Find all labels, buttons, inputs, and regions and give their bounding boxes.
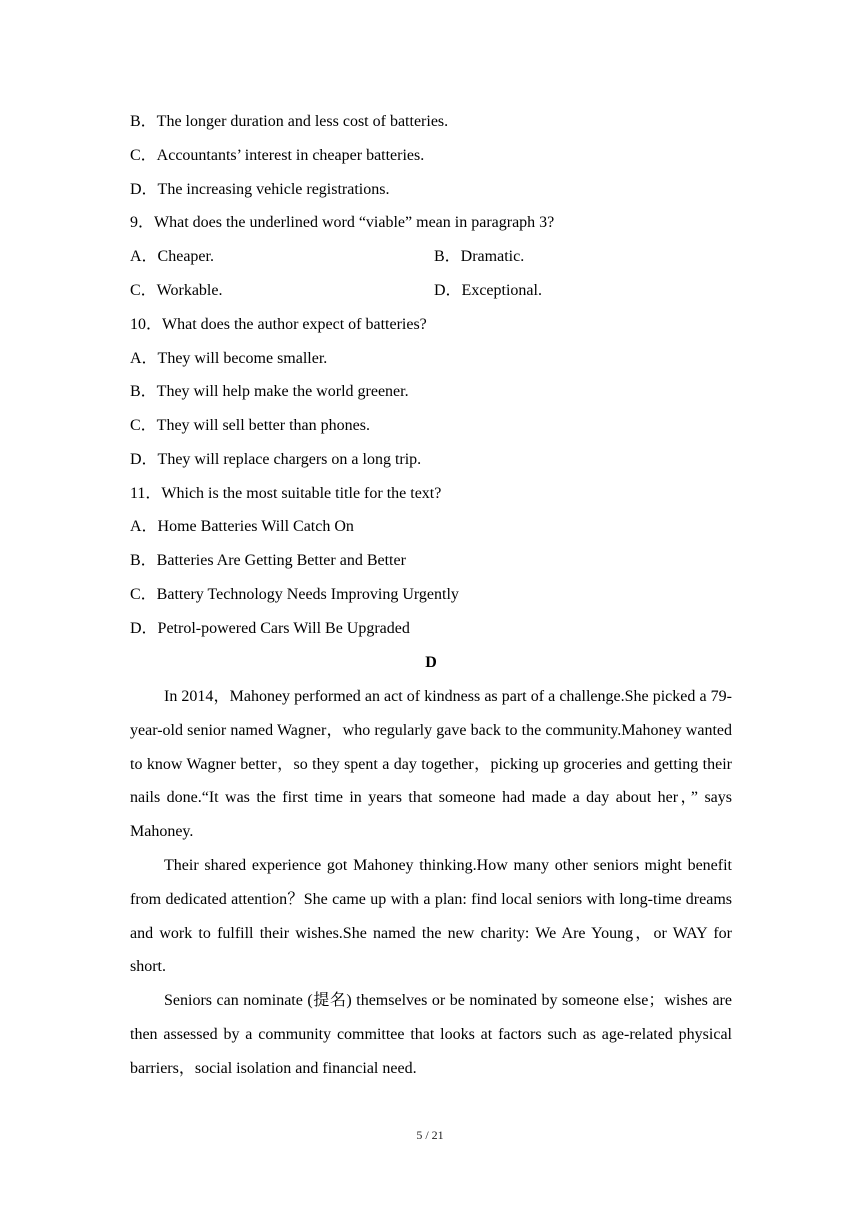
passage-paragraph-3: Seniors can nominate (提名) themselves or be nominated by someone else；wishes are then assessed by a community committee that looks at factors such as age-related physical barriers，social isolation and financial need. [130,992,732,1077]
q10-option-a: A．They will become smaller. [130,350,328,367]
q11-option-a: A．Home Batteries Will Catch On [130,518,354,535]
q10-option-c: C．They will sell better than phones. [130,417,370,434]
q9-stem: 9．What does the underlined word “viable” mean in paragraph 3? [130,214,555,231]
q11-option-b: B．Batteries Are Getting Better and Better [130,552,406,569]
q9-option-d: D．Exceptional. [434,282,542,299]
q11-option-c: C．Battery Technology Needs Improving Urgently [130,586,459,603]
q8-option-c: C．Accountants’ interest in cheaper batteries. [130,147,425,164]
q11-option-d: D．Petrol-powered Cars Will Be Upgraded [130,620,410,637]
q11-stem: 11．Which is the most suitable title for the text? [130,485,442,502]
q9-option-b: B．Dramatic. [434,248,525,265]
q8-option-d: D．The increasing vehicle registrations. [130,181,390,198]
q10-option-b: B．They will help make the world greener. [130,383,409,400]
section-heading: D [425,654,437,671]
q10-stem: 10．What does the author expect of batteries? [130,316,427,333]
q10-option-d: D．They will replace chargers on a long trip. [130,451,422,468]
passage-paragraph-2: Their shared experience got Mahoney thinking.How many other seniors might benefit from dedicated attention？She came up with a plan: find local seniors with long-time dreams and work to fulfill their wishes.She named the new charity: We Are Young，or WAY for short. [130,857,732,976]
q9-option-a: A．Cheaper. [130,248,214,265]
q8-option-b: B．The longer duration and less cost of batteries. [130,113,449,130]
page-number: 5 / 21 [416,1128,444,1142]
passage-paragraph-1: In 2014，Mahoney performed an act of kindness as part of a challenge.She picked a 79-year-old senior named Wagner，who regularly gave back to the community.Mahoney wanted to know Wagner better，so they spent a day together，picking up groceries and getting their nails done.“It was the first time in years that someone had made a day about her，” says Mahoney. [130,688,732,841]
q9-option-c: C．Workable. [130,282,223,299]
